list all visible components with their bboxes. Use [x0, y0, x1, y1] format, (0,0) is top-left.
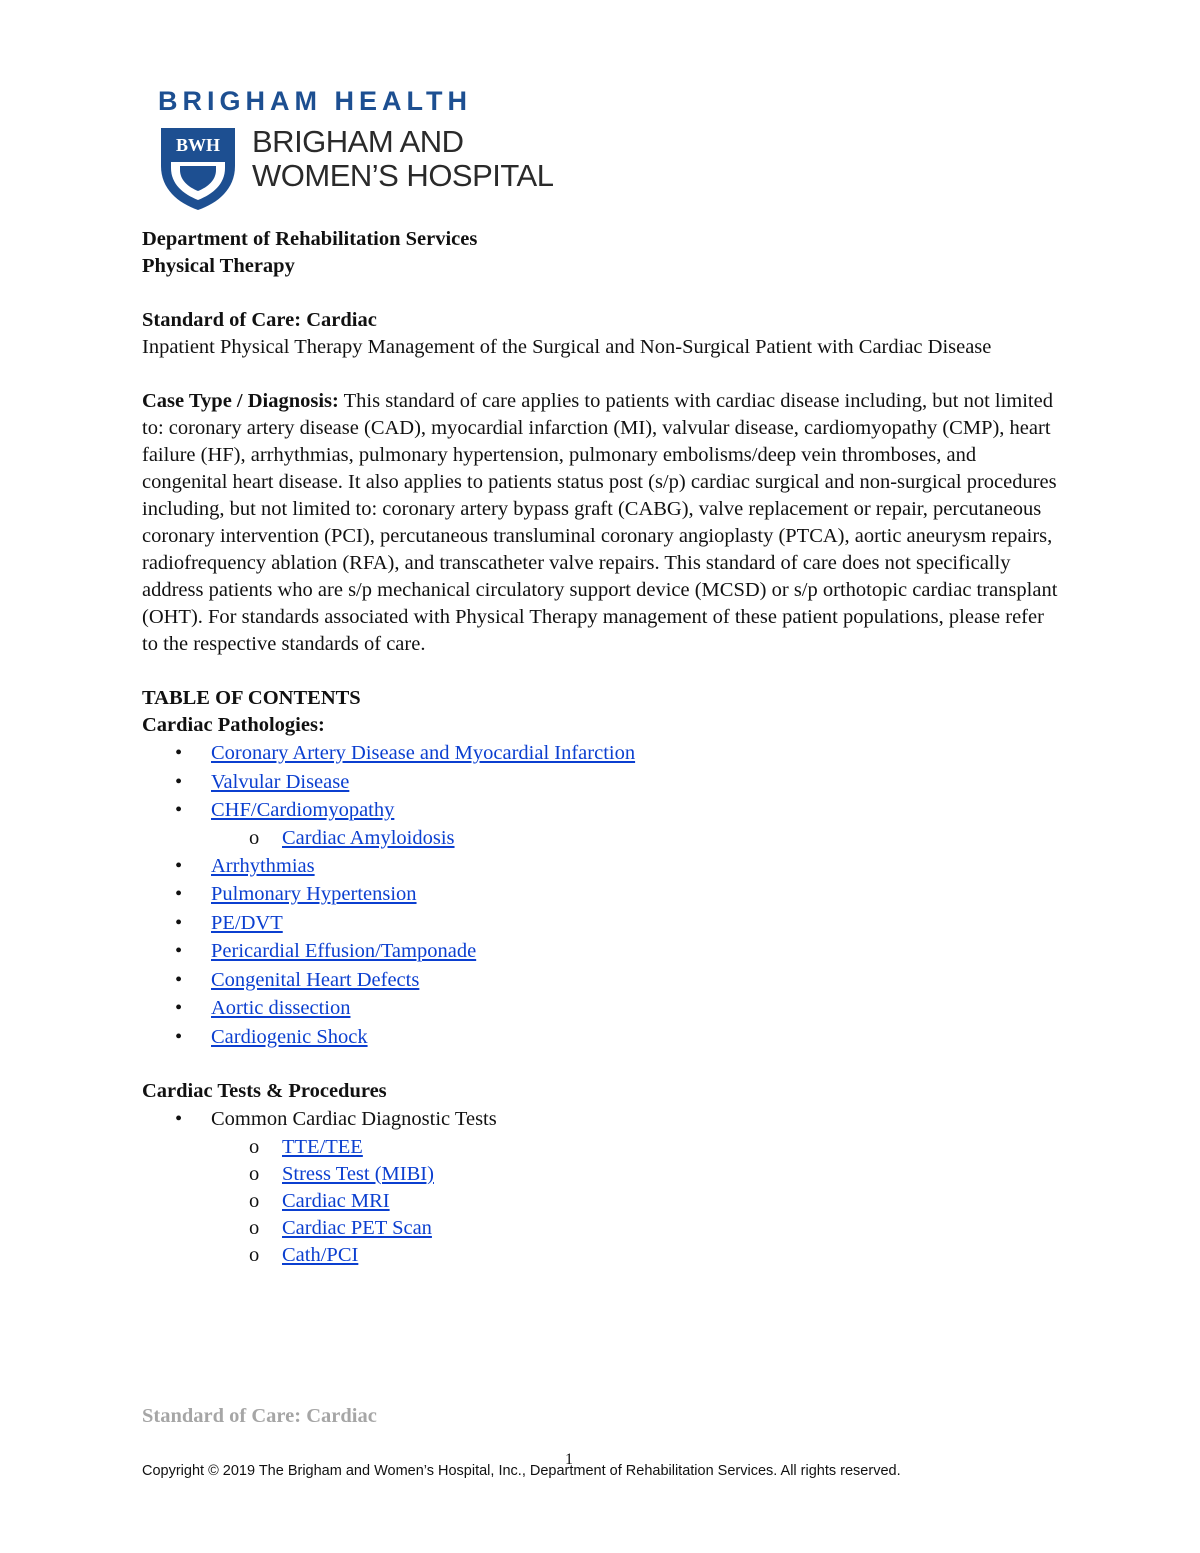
list-item: • CHF/Cardiomyopathy	[175, 799, 395, 821]
list-item: o TTE/TEE	[249, 1135, 363, 1158]
list-item: • Congenital Heart Defects	[175, 968, 420, 991]
toc-link-pulmonary-htn[interactable]: Pulmonary Hypertension	[211, 883, 417, 905]
toc-link-chf[interactable]: CHF/Cardiomyopathy	[211, 799, 395, 821]
case-type-text: This standard of care applies to patients with cardiac disease including, but not limited to: coronary artery disease (CAD), myocardial infarction (MI), valvular disease, cardiomyopathy (CMP), heart failure (HF), arrhythmias, pulmonary hypertension, pulmonary embolisms/deep vein thromboses, and congenital heart disease. It also applies to patients status post (s/p) cardiac surgical and non-surgical procedures including, but not limited to: coronary artery bypass graft (CABG), valve replacement or repair, percutaneous coronary intervention (PCI), percutaneous transluminal coronary angioplasty (PTCA), aortic aneurysm repairs, radiofrequency ablation (RFA), and transcatheter valve repairs. This standard of care does not specifically address patients who are s/p mechanical circulatory support device (MCSD) or s/p orthotopic cardiac transplant (OHT). For standards associated with Physical Therapy management of these patient populations, please refer to the respective standards of care.	[142, 390, 1058, 655]
list-item: • Cardiogenic Shock	[175, 1025, 368, 1048]
standard-title: Standard of Care: Cardiac	[142, 309, 377, 331]
case-type-paragraph	[142, 388, 1062, 658]
standard-subtitle: Inpatient Physical Therapy Management of the Surgical and Non-Surgical Patient with Cardiac Disease	[142, 336, 992, 358]
copyright-notice: Copyright © 2019 The Brigham and Women’s Hospital, Inc., Department of Rehabilitation Services. All rights reserved.	[142, 1463, 901, 1479]
toc-link-amyloidosis[interactable]: Cardiac Amyloidosis	[282, 826, 455, 849]
list-item: o Stress Test (MIBI)	[249, 1162, 434, 1185]
division-title: Physical Therapy	[142, 255, 295, 277]
pathologies-list	[142, 739, 1062, 1051]
toc-heading: TABLE OF CONTENTS	[142, 687, 361, 709]
toc-link-aortic-dissection[interactable]: Aortic dissection	[211, 997, 351, 1019]
brand-line: BRIGHAM HEALTH	[158, 86, 472, 116]
footer-title: Standard of Care: Cardiac	[142, 1405, 377, 1427]
list-item: • Pericardial Effusion/Tamponade	[175, 940, 477, 962]
list-item: o Cardiac PET Scan	[249, 1216, 432, 1239]
tests-heading: Cardiac Tests & Procedures	[142, 1080, 387, 1102]
page-number: 1	[565, 1451, 573, 1468]
toc-link-pe-dvt[interactable]: PE/DVT	[211, 911, 283, 934]
tests-list	[142, 1105, 1062, 1269]
tests-group-label: Common Cardiac Diagnostic Tests	[211, 1108, 497, 1130]
hospital-name	[252, 125, 553, 193]
toc-link-cardiogenic-shock[interactable]: Cardiogenic Shock	[211, 1025, 368, 1048]
pathologies-heading: Cardiac Pathologies:	[142, 714, 325, 736]
list-item: • Coronary Artery Disease and Myocardial Infarction	[175, 742, 636, 764]
toc-link-tte-tee[interactable]: TTE/TEE	[282, 1135, 363, 1158]
list-item: • Valvular Disease	[175, 770, 350, 793]
brigham-logo	[158, 86, 598, 216]
shield-icon	[158, 126, 238, 212]
toc-link-cardiac-pet[interactable]: Cardiac PET Scan	[282, 1216, 432, 1239]
list-item: o Cardiac Amyloidosis	[249, 826, 455, 849]
list-item: • Arrhythmias	[175, 854, 315, 877]
list-item: • Pulmonary Hypertension	[175, 883, 417, 905]
hospital-name-line-2: WOMEN’S HOSPITAL	[252, 158, 554, 193]
list-item: o Cardiac MRI	[249, 1189, 390, 1212]
department-title: Department of Rehabilitation Services	[142, 228, 478, 250]
list-item: • Aortic dissection	[175, 997, 351, 1019]
toc-link-congenital[interactable]: Congenital Heart Defects	[211, 968, 420, 991]
list-item: o Cath/PCI	[249, 1243, 359, 1266]
toc-link-cardiac-mri[interactable]: Cardiac MRI	[282, 1189, 390, 1212]
toc-link-valvular[interactable]: Valvular Disease	[211, 770, 350, 793]
list-item: • Common Cardiac Diagnostic Tests	[175, 1108, 497, 1130]
toc-link-arrhythmias[interactable]: Arrhythmias	[211, 854, 315, 877]
case-type-label: Case Type / Diagnosis:	[142, 390, 339, 412]
list-item: • PE/DVT	[175, 911, 283, 934]
toc-link-cath-pci[interactable]: Cath/PCI	[282, 1243, 359, 1266]
toc-link-stress-test[interactable]: Stress Test (MIBI)	[282, 1162, 434, 1185]
document-body	[142, 226, 1062, 1269]
shield-text: BWH	[175, 135, 221, 155]
toc-link-cad-mi[interactable]: Coronary Artery Disease and Myocardial Infarction	[211, 742, 636, 764]
hospital-name-line-1: BRIGHAM AND	[252, 124, 464, 159]
toc-link-pericardial[interactable]: Pericardial Effusion/Tamponade	[211, 940, 477, 962]
